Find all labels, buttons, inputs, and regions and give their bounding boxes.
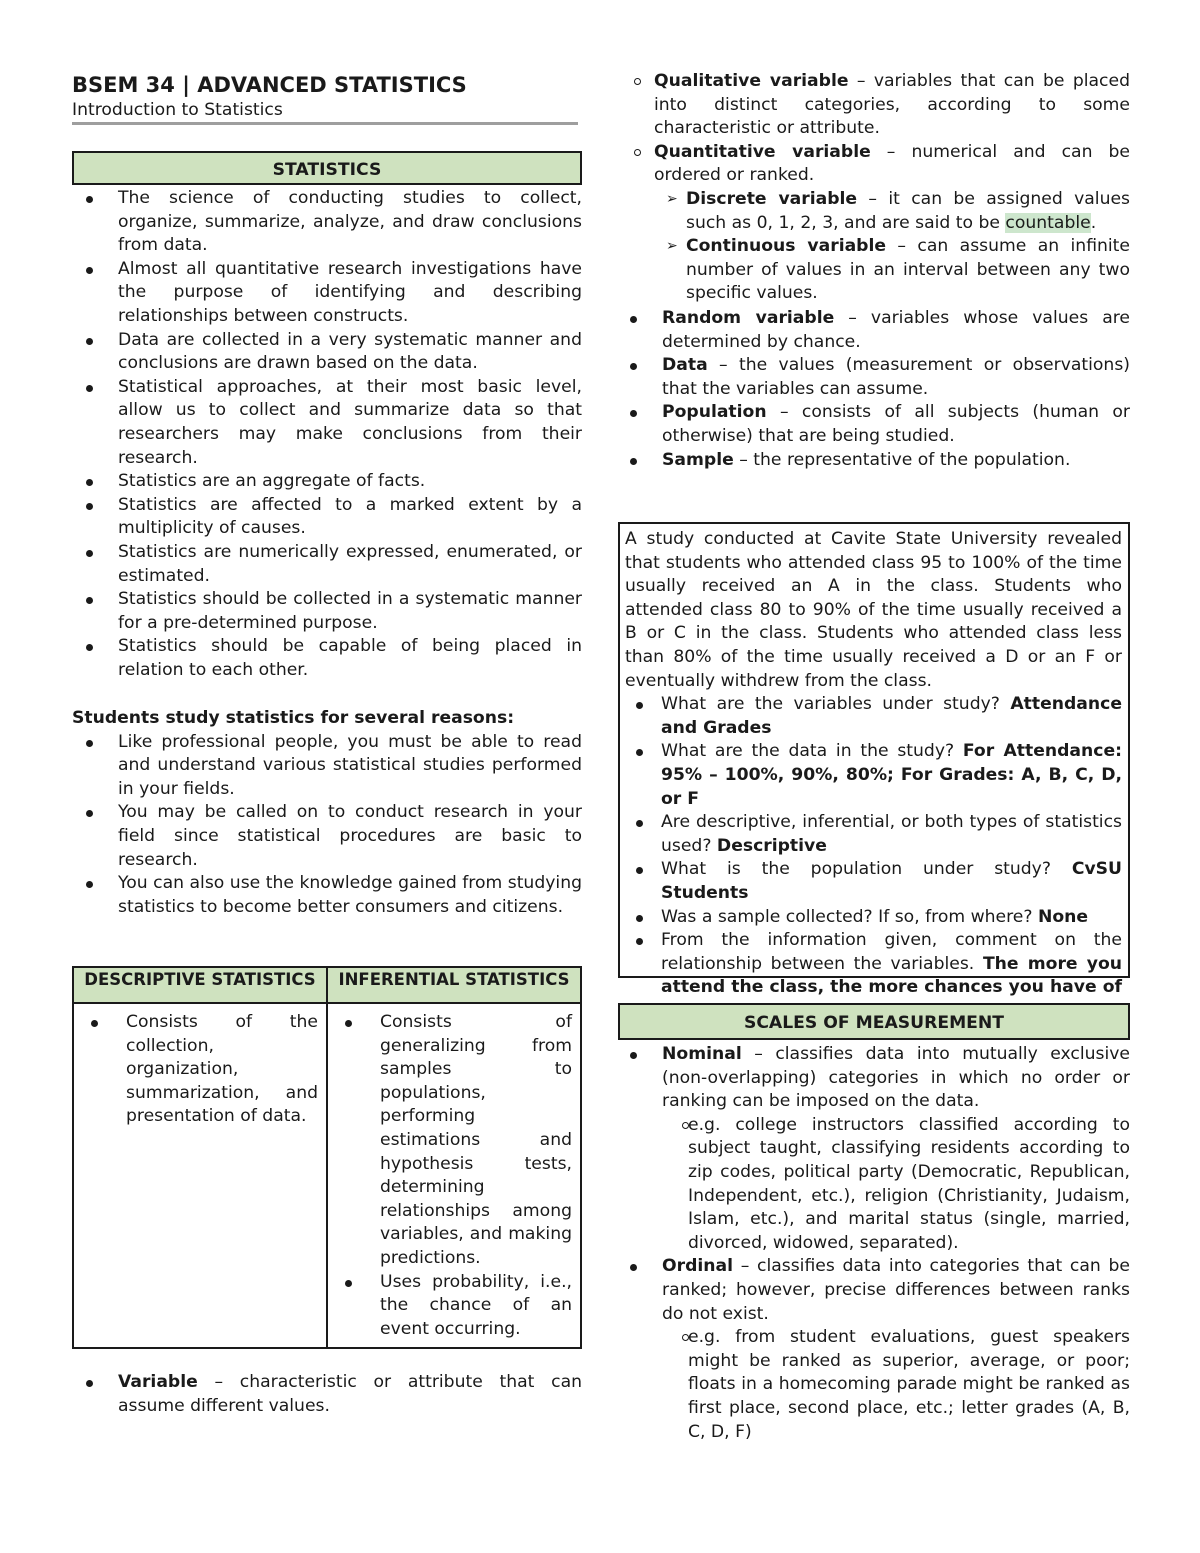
- case-question: From the information given, comment on the relationship between the variables. The more you attend the class, the more chances you have of: [625, 929, 1122, 1023]
- inferential-cell: [327, 1003, 581, 1348]
- list-item: Consists of the collection, organization, summarization, and presentation of data.: [74, 1011, 318, 1129]
- term: Variable: [118, 1372, 198, 1392]
- nominal-item: Nominal – classifies data into mutually exclusive (non-overlapping) categories in which no order or ranking can be imposed on the data.: [616, 1043, 1130, 1114]
- document-subtitle: Introduction to Statistics: [72, 100, 283, 120]
- random-variable-item: Random variable – variables whose values are determined by chance.: [616, 307, 1130, 354]
- descriptive-cell: [73, 1003, 327, 1348]
- list-item: Statistical approaches, at their most basic level, allow us to collect and summarize data so that researchers may make conclusions from their research.: [72, 376, 582, 470]
- case-study-text: A study conducted at Cavite State University revealed that students who attended class 95 to 100% of the time usually received an A in the class. Students who attended class 80 to 90% of the time usually received a B or C in the class. Students who attended class less than 80% of the time usually received a D or an F or eventually withdrew from the class.: [625, 529, 1122, 691]
- list-item: Uses probability, i.e., the chance of an event occurring.: [328, 1271, 572, 1342]
- discrete-item: ➢ Discrete variable – it can be assigned values such as 0, 1, 2, 3, and are said to be countable.: [568, 188, 1130, 235]
- list-item: Like professional people, you must be able to read and understand various statistical studies performed in your fields.: [72, 731, 582, 802]
- variable-section: [72, 1371, 582, 1418]
- variable-types-section: [618, 70, 1130, 472]
- inferential-heading: INFERENTIAL STATISTICS: [327, 967, 581, 1003]
- case-question: Are descriptive, inferential, or both types of statistics used? Descriptive: [625, 811, 1122, 858]
- document-title: BSEM 34 | ADVANCED STATISTICS: [72, 73, 467, 97]
- qualitative-item: Qualitative variable – variables that can be placed into distinct categories, according to some characteristic or attribute.: [568, 70, 1130, 141]
- ordinal-item: Ordinal – classifies data into categories that can be ranked; however, precise differences between ranks do not exist.: [616, 1255, 1130, 1326]
- statistics-section: [72, 151, 582, 682]
- list-item: Statistics are affected to a marked extent by a multiplicity of causes.: [72, 494, 582, 541]
- list-item: The science of conducting studies to collect, organize, summarize, analyze, and draw conclusions from data.: [72, 187, 582, 258]
- list-item: You may be called on to conduct research in your field since statistical procedures are basic to research.: [72, 801, 582, 872]
- ordinal-example: e.g. from student evaluations, guest speakers might be ranked as superior, average, or poor; floats in a homecoming parade might be ranked as first place, second place, etc.; letter grades (A, B, C, D, F): [616, 1326, 1130, 1444]
- sample-item: Sample – the representative of the population.: [616, 449, 1130, 473]
- descriptive-heading: DESCRIPTIVE STATISTICS: [73, 967, 327, 1003]
- list-item: Data are collected in a very systematic manner and conclusions are drawn based on the data.: [72, 329, 582, 376]
- scales-section: [618, 1003, 1130, 1444]
- case-question: What are the variables under study? Attendance and Grades: [625, 693, 1122, 740]
- scales-heading: SCALES OF MEASUREMENT: [618, 1003, 1130, 1040]
- case-study-box: [618, 522, 1130, 998]
- variable-definition: Variable – characteristic or attribute that can assume different values.: [72, 1371, 582, 1418]
- case-question: What are the data in the study? For Attendance: 95% – 100%, 90%, 80%; For Grades: A, B, C, D, or F: [625, 740, 1122, 811]
- header-divider: [72, 122, 578, 125]
- statistics-heading: STATISTICS: [72, 151, 582, 185]
- reasons-heading: Students study statistics for several reasons:: [72, 708, 515, 728]
- nominal-example: e.g. college instructors classified according to subject taught, classifying residents according to zip codes, political party (Democratic, Republican, Independent, etc.), religion (Christianity, Judaism, Islam, etc.), and marital status (single, married, divorced, widowed, separated).: [616, 1114, 1130, 1256]
- list-item: Statistics are numerically expressed, enumerated, or estimated.: [72, 541, 582, 588]
- case-question: Was a sample collected? If so, from where? None: [625, 906, 1122, 930]
- list-item: Statistics are an aggregate of facts.: [72, 470, 582, 494]
- list-item: You can also use the knowledge gained from studying statistics to become better consumers and citizens.: [72, 872, 582, 919]
- list-item: Statistics should be collected in a systematic manner for a pre-determined purpose.: [72, 588, 582, 635]
- data-item: Data – the values (measurement or observations) that the variables can assume.: [616, 354, 1130, 401]
- list-item: Almost all quantitative research investigations have the purpose of identifying and describing relationships between constructs.: [72, 258, 582, 329]
- continuous-item: ➢ Continuous variable – can assume an infinite number of values in an interval between any two specific values.: [568, 235, 1130, 306]
- list-item: Consists of generalizing from samples to populations, performing estimations and hypothesis tests, determining relationships among variables, and making predictions.: [328, 1011, 572, 1271]
- population-item: Population – consists of all subjects (human or otherwise) that are being studied.: [616, 401, 1130, 448]
- quantitative-item: Quantitative variable – numerical and can be ordered or ranked.: [568, 141, 1130, 188]
- list-item: Statistics should be capable of being placed in relation to each other.: [72, 635, 582, 682]
- reasons-section: [72, 707, 582, 919]
- statistics-types-table: [72, 966, 582, 1349]
- case-question: What is the population under study? CvSU Students: [625, 858, 1122, 905]
- statistics-list: [72, 187, 582, 682]
- reasons-list: [72, 731, 582, 920]
